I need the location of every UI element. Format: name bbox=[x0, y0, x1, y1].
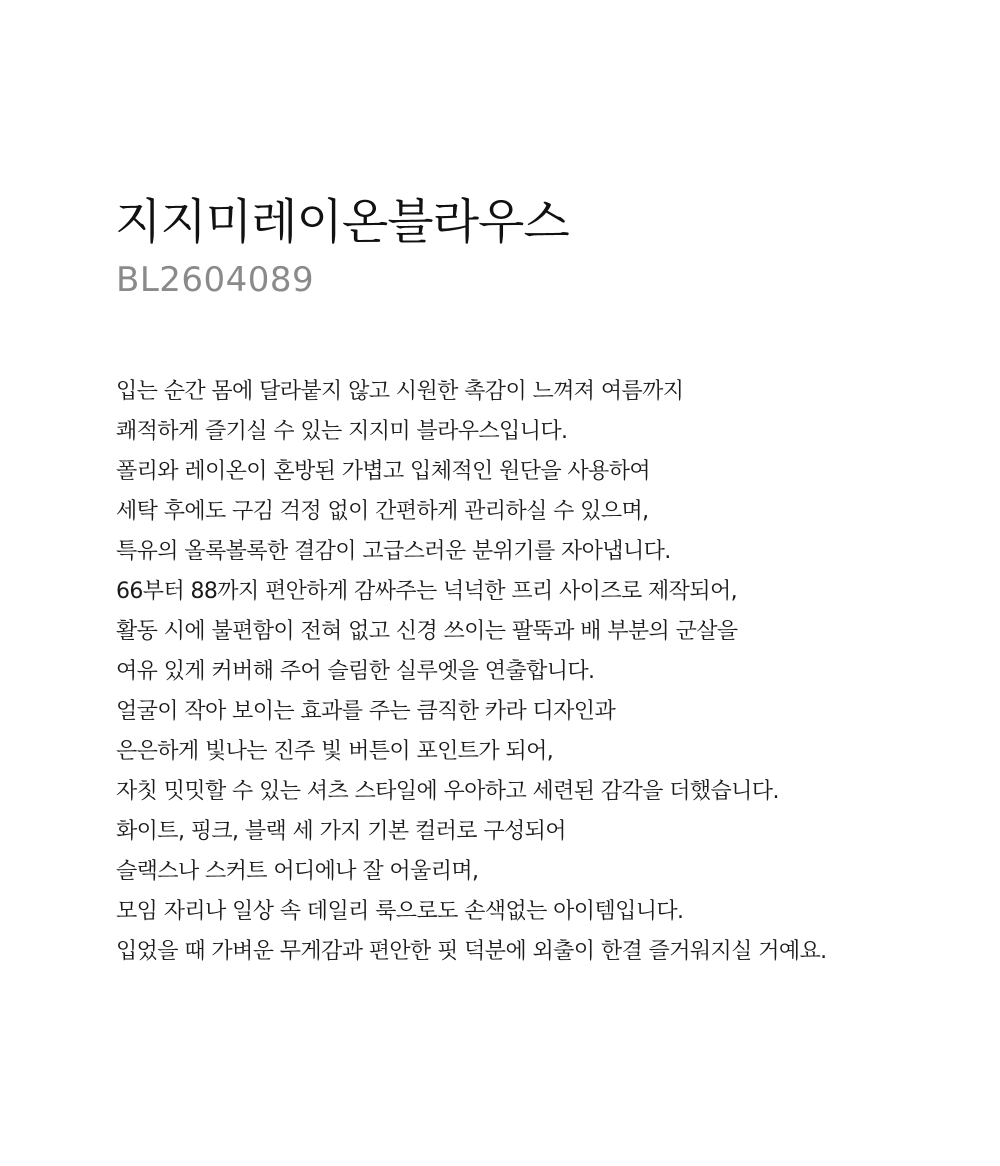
description-line: 폴리와 레이온이 혼방된 가볍고 입체적인 원단을 사용하여 bbox=[116, 459, 651, 484]
description-line: 특유의 올록볼록한 결감이 고급스러운 분위기를 자아냅니다. bbox=[116, 539, 671, 564]
description-line: 쾌적하게 즐기실 수 있는 지지미 블라우스입니다. bbox=[116, 419, 568, 444]
description-line: 입는 순간 몸에 달라붙지 않고 시원한 촉감이 느껴져 여름까지 bbox=[116, 379, 684, 404]
description-line: 입었을 때 가벼운 무게감과 편안한 핏 덕분에 외출이 한결 즐거워지실 거예요. bbox=[116, 939, 827, 964]
product-description bbox=[116, 372, 976, 972]
description-line: 여유 있게 커버해 주어 슬림한 실루엣을 연출합니다. bbox=[116, 659, 595, 684]
description-line: 66부터 88까지 편안하게 감싸주는 넉넉한 프리 사이즈로 제작되어, bbox=[116, 579, 738, 604]
product-code: BL2604089 bbox=[116, 260, 315, 300]
description-line: 슬랙스나 스커트 어디에나 잘 어울리며, bbox=[116, 859, 479, 884]
product-title: 지지미레이온블라우스 bbox=[115, 194, 569, 250]
description-line: 자칫 밋밋할 수 있는 셔츠 스타일에 우아하고 세련된 감각을 더했습니다. bbox=[116, 779, 779, 804]
description-line: 세탁 후에도 구김 걱정 없이 간편하게 관리하실 수 있으며, bbox=[116, 499, 649, 524]
description-line: 모임 자리나 일상 속 데일리 룩으로도 손색없는 아이템입니다. bbox=[116, 899, 684, 924]
description-line: 화이트, 핑크, 블랙 세 가지 기본 컬러로 구성되어 bbox=[116, 819, 566, 844]
description-line: 활동 시에 불편함이 전혀 없고 신경 쓰이는 팔뚝과 배 부분의 군살을 bbox=[116, 619, 738, 644]
description-line: 얼굴이 작아 보이는 효과를 주는 큼직한 카라 디자인과 bbox=[116, 699, 616, 724]
description-line: 은은하게 빛나는 진주 빛 버튼이 포인트가 되어, bbox=[116, 739, 554, 764]
